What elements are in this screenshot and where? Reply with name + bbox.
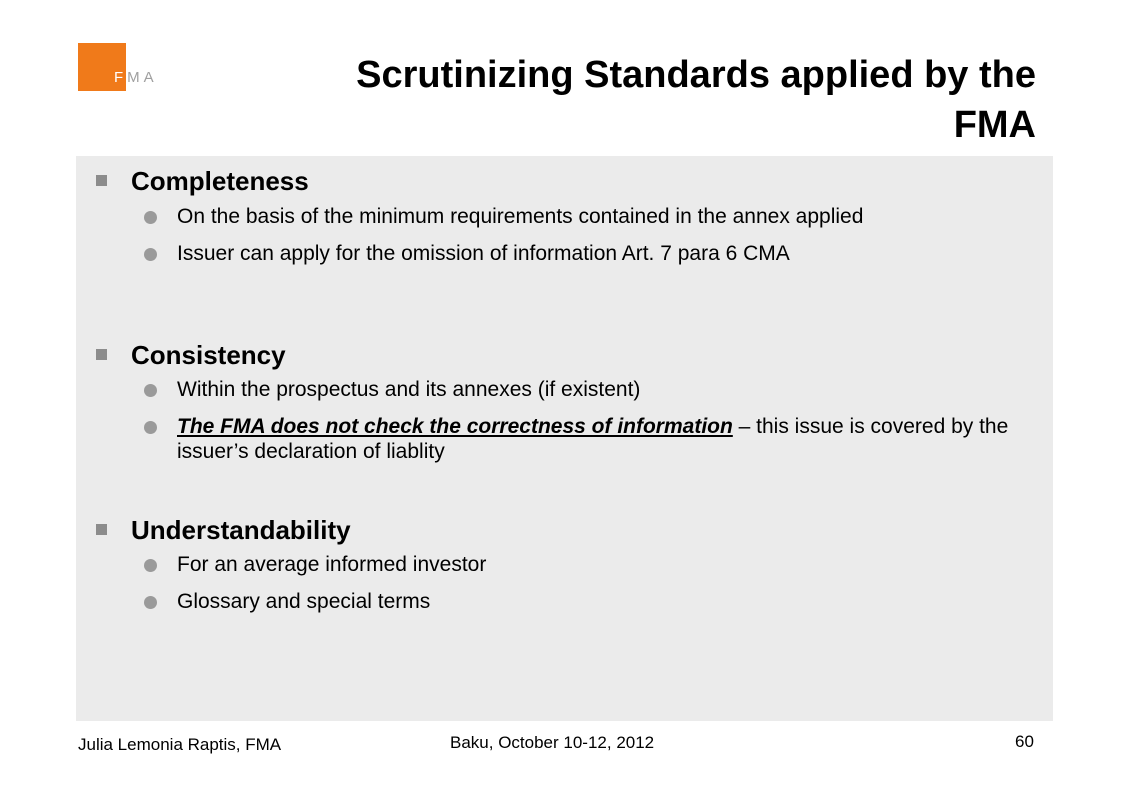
slide-title-line2: FMA bbox=[953, 104, 1036, 146]
logo-rest-letters: MA bbox=[127, 69, 158, 86]
footer-author: Julia Lemonia Raptis, FMA bbox=[78, 735, 282, 754]
section-title: Completeness bbox=[131, 166, 309, 196]
round-bullet-icon bbox=[144, 421, 157, 434]
section-heading bbox=[76, 162, 1053, 200]
square-bullet-icon bbox=[96, 175, 107, 186]
list-item bbox=[76, 377, 1053, 402]
section-completeness bbox=[76, 162, 1053, 278]
item-text: Glossary and special terms bbox=[177, 590, 431, 613]
round-bullet-icon bbox=[144, 596, 157, 609]
item-text: Issuer can apply for the omission of information Art. 7 para 6 CMA bbox=[177, 242, 790, 265]
section-understandability bbox=[76, 511, 1053, 626]
item-text: On the basis of the minimum requirements contained in the annex applied bbox=[177, 205, 864, 228]
round-bullet-icon bbox=[144, 211, 157, 224]
fma-logo bbox=[78, 43, 168, 91]
logo-text bbox=[114, 69, 158, 86]
square-bullet-icon bbox=[96, 524, 107, 535]
round-bullet-icon bbox=[144, 559, 157, 572]
footer-event: Baku, October 10-12, 2012 bbox=[450, 733, 655, 752]
list-item bbox=[76, 589, 1053, 614]
list-item bbox=[76, 414, 1053, 464]
list-item bbox=[76, 204, 1053, 229]
round-bullet-icon bbox=[144, 248, 157, 261]
section-heading bbox=[76, 336, 1053, 374]
section-consistency bbox=[76, 336, 1053, 476]
slide-title-line1: Scrutinizing Standards applied by the bbox=[356, 54, 1036, 96]
list-item bbox=[76, 552, 1053, 577]
section-heading bbox=[76, 511, 1053, 549]
section-title: Consistency bbox=[131, 340, 286, 370]
item-text: Within the prospectus and its annexes (if existent) bbox=[177, 378, 641, 401]
square-bullet-icon bbox=[96, 349, 107, 360]
item-text: For an average informed investor bbox=[177, 553, 487, 576]
section-title: Understandability bbox=[131, 515, 351, 545]
logo-first-letter: F bbox=[114, 69, 128, 86]
round-bullet-icon bbox=[144, 384, 157, 397]
list-item bbox=[76, 241, 1053, 266]
item-text: – this issue is covered by the issuer’s declaration of liablity bbox=[177, 415, 1009, 463]
slide-title bbox=[240, 50, 1036, 150]
item-emphasis-text: The FMA does not check the correctness of information bbox=[177, 415, 733, 438]
page-number: 60 bbox=[1015, 732, 1034, 751]
content-panel bbox=[76, 156, 1053, 721]
